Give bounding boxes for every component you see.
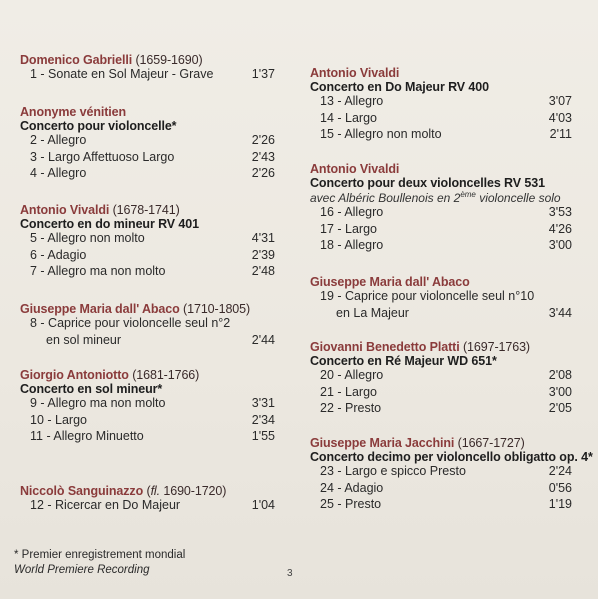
track-title: 10 - Largo <box>30 412 87 427</box>
track-duration: 3'31 <box>251 396 275 410</box>
track-row <box>310 205 572 222</box>
section-gabrielli <box>20 53 275 84</box>
work-title: Concerto decimo per violoncello obligatto op. 4* <box>310 450 593 464</box>
track-title: 2 - Allegro <box>30 133 87 147</box>
composer-name: Antonio Vivaldi <box>310 162 400 176</box>
track-duration: 2'24 <box>548 464 572 478</box>
track-title: 7 - Allegro ma non molto <box>30 264 166 278</box>
track-duration: 2'43 <box>251 149 275 164</box>
track-row <box>310 368 572 385</box>
track-title: 9 - Allegro ma non molto <box>30 396 166 410</box>
track-row <box>310 464 572 481</box>
track-duration: 1'37 <box>251 67 275 81</box>
track-title: 25 - Presto <box>320 497 382 511</box>
track-duration: 0'56 <box>548 480 572 495</box>
composer-name: Giorgio Antoniotto (1681-1766) <box>20 368 200 382</box>
track-title: 4 - Allegro <box>30 166 87 180</box>
track-row <box>310 289 572 306</box>
track-title: 3 - Largo Affettuoso Largo <box>30 149 175 164</box>
track-title: 19 - Caprice pour violoncelle seul n°10 <box>320 289 535 303</box>
track-row <box>20 413 275 430</box>
work-title: Concerto en Do Majeur RV 400 <box>310 80 489 94</box>
track-row <box>20 231 275 248</box>
track-row <box>310 497 572 514</box>
track-title: 15 - Allegro non molto <box>320 127 442 141</box>
soloist-note: avec Albéric Boullenois en 2ème violoncelle solo <box>310 190 561 205</box>
track-duration: 2'11 <box>549 127 572 141</box>
footnote-english: World Premiere Recording <box>14 564 150 576</box>
composer-name: Domenico Gabrielli (1659-1690) <box>20 53 203 67</box>
composer-name: Niccolò Sanguinazzo (fl. 1690-1720) <box>20 484 227 498</box>
track-row <box>20 166 275 183</box>
track-duration: 2'34 <box>251 412 275 427</box>
work-title: Concerto pour deux violoncelles RV 531 <box>310 176 545 190</box>
track-duration: 4'26 <box>548 221 572 236</box>
track-title: 14 - Largo <box>320 110 377 125</box>
track-row <box>20 333 275 350</box>
track-duration: 3'53 <box>548 205 572 219</box>
track-title: 22 - Presto <box>320 401 382 415</box>
track-duration: 3'00 <box>548 384 572 399</box>
track-title: 16 - Allegro <box>320 205 384 219</box>
track-row <box>20 396 275 413</box>
section-vivaldi-rv531 <box>310 162 572 255</box>
work-title: Concerto pour violoncelle* <box>20 119 177 133</box>
track-row <box>20 264 275 281</box>
composer-name: Giuseppe Maria Jacchini (1667-1727) <box>310 436 525 450</box>
track-row <box>310 222 572 239</box>
section-vivaldi-rv401 <box>20 203 275 281</box>
section-abaco-caprice-10 <box>310 275 572 322</box>
track-title: 20 - Allegro <box>320 368 384 382</box>
track-duration: 1'19 <box>548 497 572 511</box>
track-row <box>20 498 275 515</box>
section-abaco-caprice-2 <box>20 302 275 349</box>
work-title: Concerto en sol mineur* <box>20 382 163 396</box>
track-duration: 3'07 <box>548 94 572 108</box>
footnote <box>14 548 185 578</box>
track-row <box>20 248 275 265</box>
track-row <box>20 316 275 333</box>
work-title: Concerto en Ré Majeur WD 651* <box>310 354 497 368</box>
section-jacchini <box>310 436 593 514</box>
composer-name: Antonio Vivaldi (1678-1741) <box>20 203 180 217</box>
track-title: 8 - Caprice pour violoncelle seul n°2 <box>30 316 231 330</box>
section-vivaldi-rv400 <box>310 66 572 144</box>
track-duration: 1'55 <box>251 429 275 443</box>
track-title: 24 - Adagio <box>320 480 384 495</box>
work-title: Concerto en do mineur RV 401 <box>20 217 199 231</box>
track-row <box>20 429 275 446</box>
track-duration: 2'44 <box>251 332 275 347</box>
track-row <box>20 133 275 150</box>
track-title: 6 - Adagio <box>30 247 87 262</box>
section-antoniotto <box>20 368 275 446</box>
section-platti <box>310 340 572 418</box>
composer-name: Antonio Vivaldi <box>310 66 400 80</box>
track-duration: 3'00 <box>548 238 572 252</box>
track-title: 17 - Largo <box>320 221 377 236</box>
track-title: 12 - Ricercar en Do Majeur <box>30 498 181 512</box>
track-row <box>310 94 572 111</box>
track-duration: 4'03 <box>548 110 572 125</box>
track-row <box>310 306 572 323</box>
track-title: 13 - Allegro <box>320 94 384 108</box>
track-duration: 2'48 <box>251 264 275 278</box>
track-duration: 2'05 <box>548 401 572 415</box>
composer-name: Giuseppe Maria dall' Abaco <box>310 275 470 289</box>
track-duration: 2'08 <box>548 368 572 382</box>
track-row <box>20 67 275 84</box>
track-row <box>310 111 572 128</box>
track-title: 1 - Sonate en Sol Majeur - Grave <box>30 67 214 81</box>
track-row <box>310 401 572 418</box>
track-row <box>310 127 572 144</box>
composer-name: Giovanni Benedetto Platti (1697-1763) <box>310 340 530 354</box>
track-title: 18 - Allegro <box>320 238 384 252</box>
section-sanguinazzo <box>20 484 275 515</box>
page-number: 3 <box>287 568 293 579</box>
track-row <box>310 238 572 255</box>
track-duration: 4'31 <box>251 231 275 245</box>
track-title-continued: en sol mineur <box>46 332 122 347</box>
composer-name: Anonyme vénitien <box>20 105 127 119</box>
track-duration: 2'39 <box>251 247 275 262</box>
footnote-french: * Premier enregistrement mondial <box>14 549 186 561</box>
track-duration: 2'26 <box>251 166 275 180</box>
track-title: 21 - Largo <box>320 384 377 399</box>
track-title-continued: en La Majeur <box>336 305 409 320</box>
composer-name: Giuseppe Maria dall' Abaco (1710-1805) <box>20 302 251 316</box>
track-row <box>310 385 572 402</box>
track-row <box>20 150 275 167</box>
track-duration: 3'44 <box>548 305 572 320</box>
track-title: 23 - Largo e spicco Presto <box>320 464 466 478</box>
track-title: 11 - Allegro Minuetto <box>30 429 144 443</box>
track-duration: 1'04 <box>251 498 275 512</box>
track-duration: 2'26 <box>251 133 275 147</box>
section-anonyme <box>20 105 275 183</box>
track-row <box>310 481 572 498</box>
track-title: 5 - Allegro non molto <box>30 231 145 245</box>
